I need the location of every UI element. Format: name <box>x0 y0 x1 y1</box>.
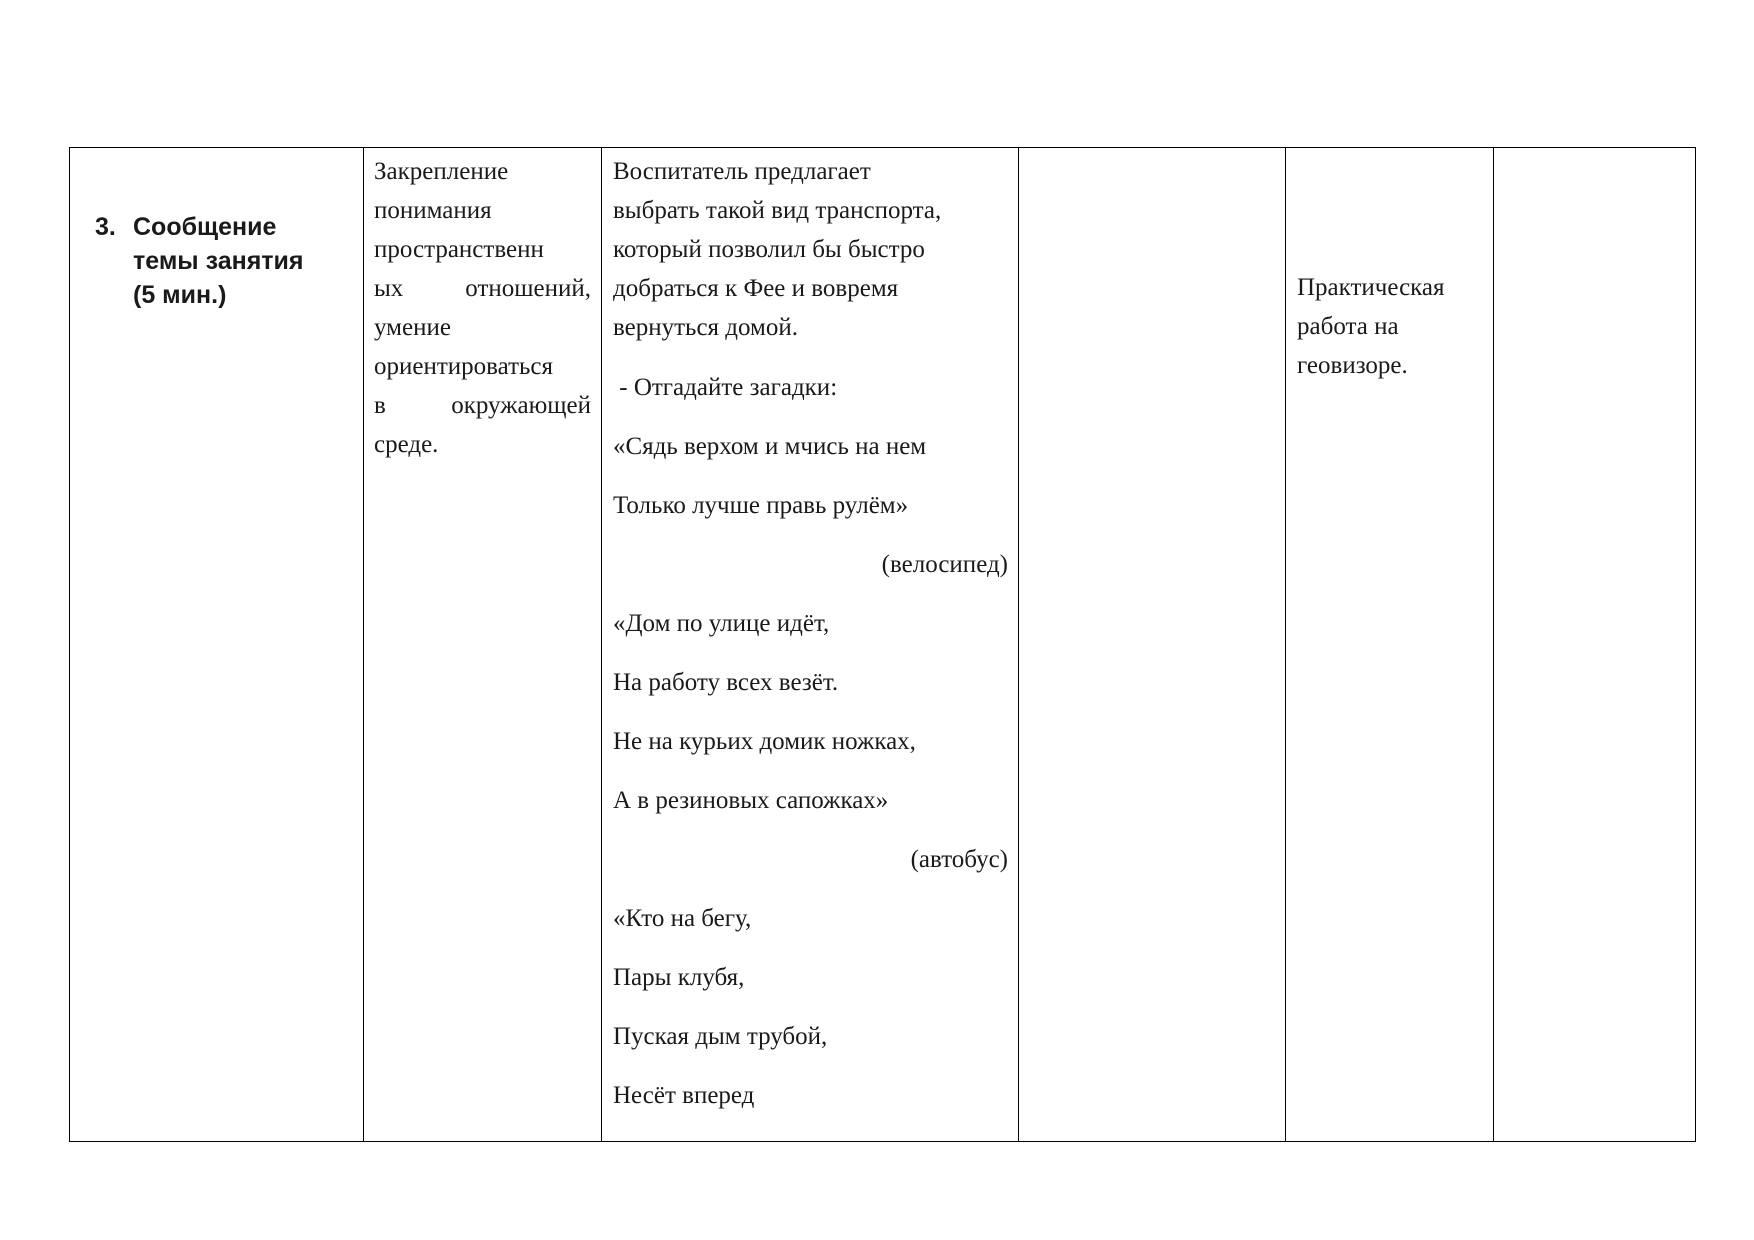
riddle-line: «Сядь верхом и мчись на нем <box>613 433 927 460</box>
form-line: работа на <box>1297 313 1399 340</box>
intro-line: Воспитатель предлагает <box>613 158 871 185</box>
work-form-text <box>1286 148 1493 385</box>
riddle-answer: (автобус) <box>910 846 1008 873</box>
stage-cell <box>70 148 364 1142</box>
empty-cell <box>1019 148 1286 1142</box>
task-line: ых отношений, <box>374 275 591 302</box>
riddle-line: «Кто на бегу, <box>613 905 752 932</box>
stage-title <box>133 210 357 312</box>
riddle-line: Пары клубя, <box>613 964 745 991</box>
riddle-line: На работу всех везёт. <box>613 669 839 696</box>
form-line: геовизоре. <box>1297 352 1408 379</box>
task-line: умение <box>374 314 451 341</box>
stage-title-line: (5 мин.) <box>133 281 227 309</box>
lesson-plan-table <box>69 147 1696 1142</box>
form-line: Практическая <box>1297 274 1445 301</box>
stage-title-line: темы занятия <box>133 247 304 275</box>
task-line: ориентироваться <box>374 353 554 380</box>
task-cell <box>364 148 602 1142</box>
riddle-line: «Дом по улице идёт, <box>613 610 830 637</box>
task-text <box>364 148 601 464</box>
riddle-answer: (велосипед) <box>881 551 1008 578</box>
riddle-line: Не на курьих домик ножках, <box>613 728 916 755</box>
table-row <box>70 148 1696 1142</box>
stage-number: 3. <box>95 213 116 241</box>
stage-heading <box>70 148 363 312</box>
form-cell <box>1286 148 1494 1142</box>
riddle-line: Несёт вперед <box>613 1082 755 1109</box>
riddle-line: Только лучше правь рулём» <box>613 492 909 519</box>
intro-line: вернуться домой. <box>613 314 798 341</box>
intro-line: выбрать такой вид транспорта, <box>613 197 942 224</box>
empty-cell <box>1494 148 1696 1142</box>
intro-line: который позволил бы быстро <box>613 236 925 263</box>
task-line: Закрепление <box>374 158 509 185</box>
riddle-prompt: - Отгадайте загадки: <box>613 374 838 401</box>
task-line: понимания <box>374 197 492 224</box>
stage-title-line: Сообщение <box>133 213 277 241</box>
riddle-line: А в резиновых сапожках» <box>613 787 889 814</box>
task-line: пространственн <box>374 236 544 263</box>
intro-line: добраться к Фее и вовремя <box>613 275 899 302</box>
teacher-content <box>602 148 1018 1115</box>
task-line: в окружающей <box>374 392 591 419</box>
content-cell <box>602 148 1019 1142</box>
riddle-line: Пуская дым трубой, <box>613 1023 828 1050</box>
task-line: среде. <box>374 431 439 458</box>
